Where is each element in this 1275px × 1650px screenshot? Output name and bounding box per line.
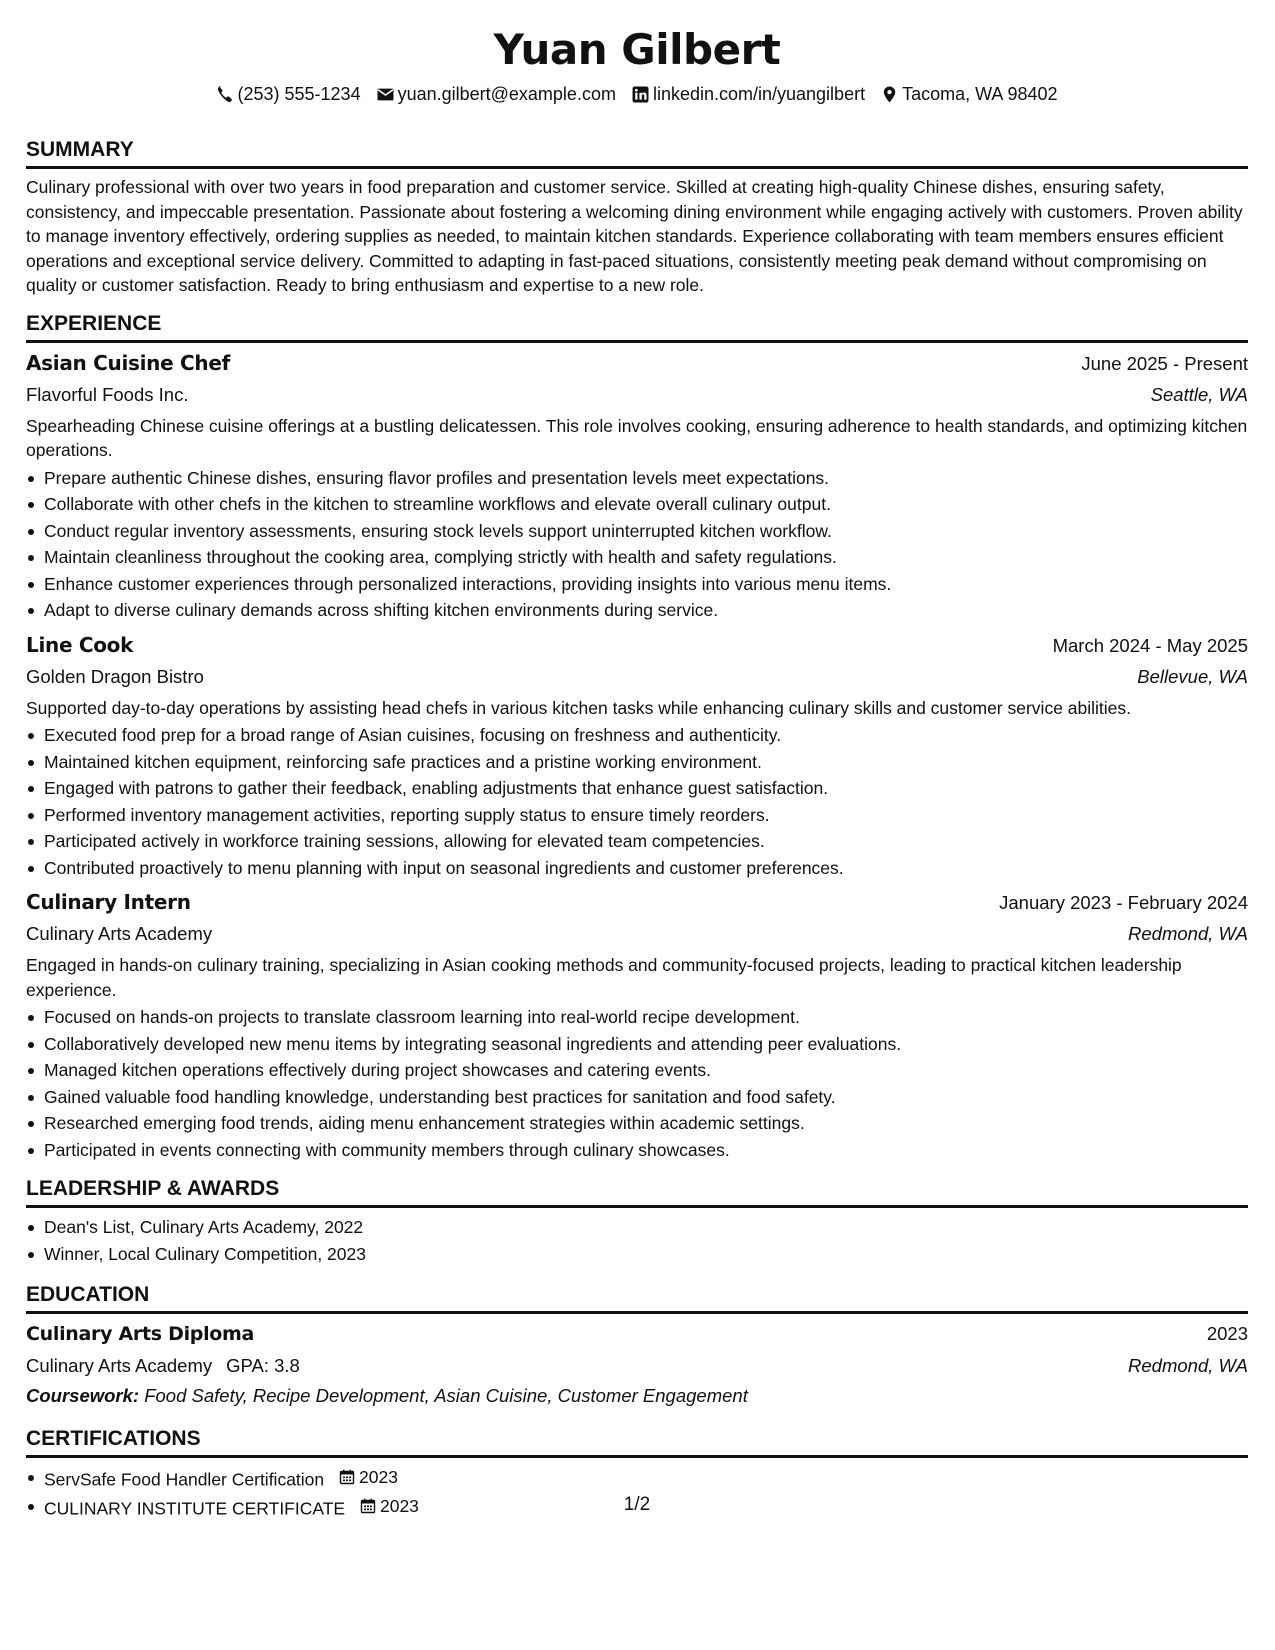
list-item: Collaboratively developed new menu items by integrating seasonal ingredients and attending peer evaluations. xyxy=(44,1031,1248,1058)
list-item: Gained valuable food handling knowledge, understanding best practices for sanitation and food safety. xyxy=(44,1084,1248,1111)
list-item: Dean's List, Culinary Arts Academy, 2022 xyxy=(44,1214,1248,1241)
coursework-line xyxy=(26,1381,1248,1411)
list-item: Enhance customer experiences through personalized interactions, providing insights into various menu items. xyxy=(44,571,1248,598)
list-item: Maintain cleanliness throughout the cooking area, complying strictly with health and safety regulations. xyxy=(44,544,1248,571)
list-item: Winner, Local Culinary Competition, 2023 xyxy=(44,1241,1248,1268)
contact-phone xyxy=(216,82,360,106)
list-item: Prepare authentic Chinese dishes, ensuring flavor profiles and presentation levels meet expectations. xyxy=(44,465,1248,492)
resume-page xyxy=(26,0,1248,1522)
education-section xyxy=(26,1281,1248,1411)
list-item: Conduct regular inventory assessments, ensuring stock levels support uninterrupted kitchen workflow. xyxy=(44,518,1248,545)
coursework-label: Coursework: xyxy=(26,1385,140,1406)
cert-year xyxy=(339,1464,398,1491)
linkedin-icon xyxy=(632,86,649,103)
job-description: Supported day-to-day operations by assisting head chefs in various kitchen tasks while enhancing culinary skills and customer service abilities. xyxy=(26,697,1132,718)
list-item: Maintained kitchen equipment, reinforcing safe practices and a pristine working environment. xyxy=(44,749,1248,776)
leadership-list xyxy=(26,1214,1248,1267)
list-item: Participated actively in workforce training sessions, allowing for elevated team competencies. xyxy=(44,828,1248,855)
education-heading: EDUCATION xyxy=(26,1281,1248,1314)
certifications-heading: CERTIFICATIONS xyxy=(26,1425,1248,1458)
job-title: Culinary Intern xyxy=(26,890,191,914)
job-location: Redmond, WA xyxy=(1128,923,1248,944)
cert-name: CULINARY INSTITUTE CERTIFICATE xyxy=(44,1498,346,1518)
job-dates: March 2024 - May 2025 xyxy=(1052,634,1248,656)
map-pin-icon xyxy=(881,86,898,103)
job-title: Line Cook xyxy=(26,632,134,657)
coursework-list: Food Safety, Recipe Development, Asian Cuisine, Customer Engagement xyxy=(144,1385,748,1406)
job-location: Seattle, WA xyxy=(1150,383,1248,405)
job-bullets xyxy=(26,465,1248,624)
job-description: Spearheading Chinese cuisine offerings at a bustling delicatessen. This role involves cooking, ensuring adherence to health standards, and optimizing kitchen operations. xyxy=(26,415,1248,460)
list-item: Managed kitchen operations effectively during project showcases and catering events. xyxy=(44,1057,1248,1084)
list-item: Researched emerging food trends, aiding menu enhancement strategies within academic settings. xyxy=(44,1110,1248,1137)
cert-name: ServSafe Food Handler Certification xyxy=(44,1469,325,1490)
job-company: Flavorful Foods Inc. xyxy=(26,383,189,405)
experience-heading: EXPERIENCE xyxy=(26,310,1248,343)
cert-year-text: 2023 xyxy=(379,1495,419,1516)
envelope-icon xyxy=(377,86,394,103)
job-bullets xyxy=(26,722,1248,881)
list-item: Focused on hands-on projects to translate classroom learning into real-world recipe development. xyxy=(44,1004,1248,1031)
school-name: Culinary Arts Academy xyxy=(26,1355,213,1376)
job-entry xyxy=(26,630,1248,882)
summary-text: Culinary professional with over two years in food preparation and customer service. Skilled at creating high-quality Chinese dishes, ensuring safety, consistency, and impeccable presentation. Passionate about fostering a welcoming dining environment while engaging actively with customers. Proven ability to manage inventory effectively, ordering supplies as needed, to maintain kitchen standards. Experience collaborating with team members ensures efficient operations and exceptional service delivery. Committed to adapting in fast-paced situations, consistently meeting peak demand without compromising on quality or customer satisfaction. Ready to bring enthusiasm and expertise to a new role. xyxy=(26,177,1243,295)
list-item: Executed food prep for a broad range of Asian cuisines, focusing on freshness and authenticity. xyxy=(44,722,1248,749)
job-bullets xyxy=(26,1004,1248,1163)
school-line xyxy=(26,1350,300,1381)
gpa-text: GPA: 3.8 xyxy=(226,1355,300,1376)
graduation-year: 2023 xyxy=(1206,1323,1248,1344)
list-item: Engaged with patrons to gather their feedback, enabling adjustments that enhance guest satisfaction. xyxy=(44,775,1248,802)
email-text: yuan.gilbert@example.com xyxy=(397,84,616,104)
contact-bar xyxy=(26,82,1248,106)
summary-heading: SUMMARY xyxy=(26,136,1248,169)
summary-section xyxy=(26,136,1248,298)
job-description: Engaged in hands-on culinary training, specializing in Asian cooking methods and community-focused projects, leading to practical kitchen leadership experience. xyxy=(26,955,1182,1000)
candidate-name: Yuan Gilbert xyxy=(493,25,781,74)
page-number: 1/2 xyxy=(623,1494,651,1515)
job-company: Culinary Arts Academy xyxy=(26,923,213,944)
calendar-icon xyxy=(339,1469,355,1485)
contact-email[interactable] xyxy=(377,82,616,106)
experience-section xyxy=(26,310,1248,1164)
list-item: Participated in events connecting with community members through culinary showcases. xyxy=(44,1137,1248,1164)
list-item: Contributed proactively to menu planning with input on seasonal ingredients and customer preferences. xyxy=(44,855,1248,882)
cert-year-text: 2023 xyxy=(359,1467,398,1487)
job-entry xyxy=(26,887,1248,1163)
list-item: Performed inventory management activities, reporting supply status to ensure timely reorders. xyxy=(44,802,1248,829)
contact-linkedin[interactable] xyxy=(632,82,865,106)
linkedin-text: linkedin.com/in/yuangilbert xyxy=(652,84,866,104)
location-text: Tacoma, WA 98402 xyxy=(902,84,1058,104)
phone-text: (253) 555-1234 xyxy=(237,84,361,104)
contact-location xyxy=(881,82,1057,106)
job-dates: January 2023 - February 2024 xyxy=(999,892,1248,913)
list-item: Collaborate with other chefs in the kitchen to streamline workflows and elevate overall culinary output. xyxy=(44,491,1248,518)
job-title: Asian Cuisine Chef xyxy=(26,350,231,375)
phone-icon xyxy=(216,86,233,103)
job-entry xyxy=(26,348,1248,624)
list-item xyxy=(44,1464,1248,1493)
school-location: Redmond, WA xyxy=(1128,1355,1248,1376)
job-location: Bellevue, WA xyxy=(1137,665,1248,687)
leadership-section xyxy=(26,1175,1248,1267)
list-item: Adapt to diverse culinary demands across shifting kitchen environments during service. xyxy=(44,597,1248,624)
leadership-heading: LEADERSHIP & AWARDS xyxy=(26,1175,1248,1208)
job-dates: June 2025 - Present xyxy=(1081,352,1248,374)
job-company: Golden Dragon Bistro xyxy=(26,665,204,687)
degree-title: Culinary Arts Diploma xyxy=(26,1323,255,1345)
